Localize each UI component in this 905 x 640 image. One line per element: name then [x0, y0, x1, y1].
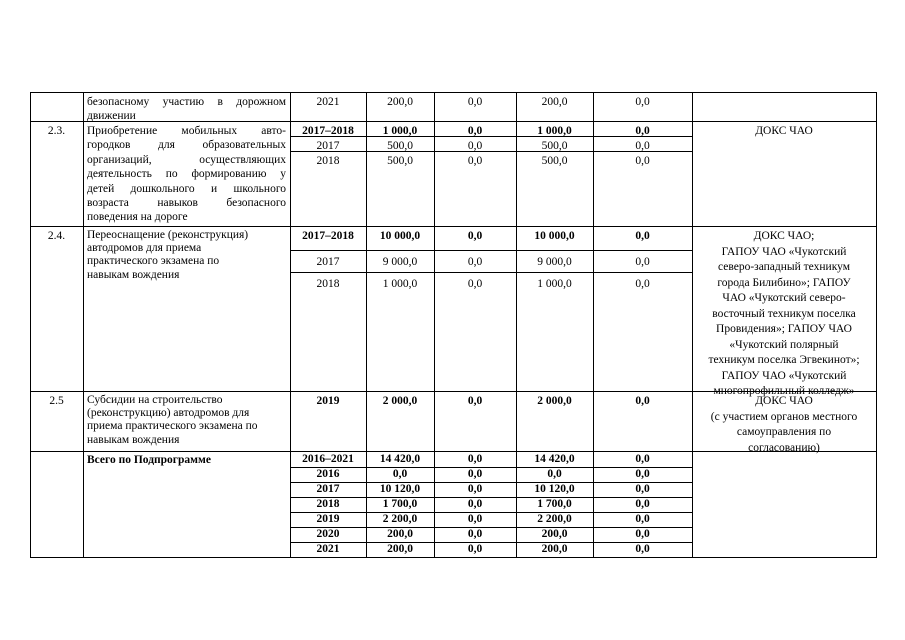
total-amount-cell: 10 120,0 [379, 483, 421, 495]
total-amount-cell: 500,0 [387, 140, 413, 152]
district-budget-cell: 10 000,0 [534, 230, 575, 242]
executor-line: (с участием органов местного [710, 410, 858, 423]
description-line: Субсидии на строительство [87, 394, 223, 406]
description-line: возраста навыков безопасного [87, 197, 286, 210]
federal-budget-cell: 0,0 [467, 498, 483, 510]
measure-description [87, 124, 286, 225]
district-budget-cell: 200,0 [541, 543, 568, 555]
federal-budget-cell: 0,0 [467, 140, 483, 152]
total-amount-cell: 0,0 [392, 468, 408, 480]
year-cell: 2021 [316, 96, 340, 108]
table-rule [30, 226, 877, 227]
federal-budget-cell: 0,0 [467, 528, 483, 540]
table-rule [692, 92, 693, 558]
measure-description [87, 394, 286, 447]
district-budget-cell: 0,0 [547, 468, 562, 480]
executor-line: многопрофильный колледж» [713, 385, 855, 397]
district-budget-cell: 9 000,0 [537, 256, 572, 268]
district-budget-cell: 14 420,0 [534, 453, 575, 465]
executor-line: ГАПОУ ЧАО «Чукотский [721, 245, 847, 258]
description-line: движении [87, 110, 136, 123]
description-line: Переоснащение (реконструкция) [87, 229, 249, 241]
row-number: 2.5 [49, 395, 64, 407]
total-amount-cell: 200,0 [387, 528, 413, 540]
federal-budget-cell: 0,0 [467, 230, 483, 242]
description-line: Всего по Подпрограмме [87, 454, 211, 466]
executor-list [694, 394, 874, 456]
table-rule [30, 557, 877, 558]
table-rule [30, 92, 877, 93]
district-budget-cell: 500,0 [541, 140, 568, 152]
description-line: приема практического экзамена по [87, 420, 258, 433]
description-line: поведения на дороге [87, 211, 188, 224]
total-amount-cell: 2 000,0 [382, 395, 418, 407]
year-cell: 2017 [316, 256, 340, 268]
local-budget-cell: 0,0 [635, 155, 650, 167]
local-budget-cell: 0,0 [635, 498, 650, 510]
district-budget-cell: 2 200,0 [537, 513, 572, 525]
description-line: автодромов для приема [87, 242, 202, 255]
total-amount-cell: 500,0 [387, 155, 413, 167]
federal-budget-cell: 0,0 [467, 125, 483, 137]
executor-line: северо-западный техникум [718, 261, 850, 273]
district-budget-cell: 1 000,0 [537, 278, 572, 290]
executor-list [694, 229, 874, 400]
executor-line: техникум поселка Эгвекинот»; [708, 354, 860, 366]
district-budget-cell: 1 000,0 [537, 125, 572, 137]
federal-budget-cell: 0,0 [467, 395, 483, 407]
local-budget-cell: 0,0 [635, 230, 650, 242]
total-amount-cell: 9 000,0 [382, 256, 418, 268]
executor-line: восточный техникум поселка [712, 307, 856, 320]
local-budget-cell: 0,0 [635, 125, 650, 137]
measure-description [87, 95, 286, 124]
year-cell: 2017–2018 [302, 230, 354, 242]
year-cell: 2017 [316, 483, 340, 495]
executor-line: ГАПОУ ЧАО «Чукотский [721, 369, 847, 382]
total-amount-cell: 1 000,0 [382, 125, 418, 137]
year-cell: 2017–2018 [302, 125, 354, 137]
district-budget-cell: 1 700,0 [537, 498, 572, 510]
year-cell: 2019 [316, 395, 340, 407]
measure-description [87, 453, 286, 467]
executor-line: ДОКС ЧАО [755, 125, 813, 137]
federal-budget-cell: 0,0 [467, 453, 483, 465]
executor-line: ДОКС ЧАО; [753, 230, 815, 242]
year-cell: 2017 [316, 140, 340, 152]
federal-budget-cell: 0,0 [467, 483, 483, 495]
description-line: Приобретение мобильных авто- [87, 125, 286, 137]
table-rule [30, 92, 31, 558]
total-amount-cell: 1 700,0 [382, 498, 418, 510]
federal-budget-cell: 0,0 [467, 256, 483, 268]
year-cell: 2018 [316, 155, 340, 167]
total-amount-cell: 10 000,0 [379, 230, 421, 242]
local-budget-cell: 0,0 [635, 453, 650, 465]
executor-line: Провидения»; ГАПОУ ЧАО [716, 323, 852, 335]
description-line: (реконструкцию) автодромов для [87, 407, 250, 420]
district-budget-cell: 200,0 [541, 96, 568, 108]
description-line: навыкам вождения [87, 433, 180, 446]
local-budget-cell: 0,0 [635, 528, 650, 540]
total-amount-cell: 1 000,0 [382, 278, 418, 290]
total-amount-cell: 200,0 [387, 96, 413, 108]
table-rule [876, 92, 877, 558]
federal-budget-cell: 0,0 [467, 543, 483, 555]
description-line: городков для образовательных [87, 139, 286, 152]
year-cell: 2019 [316, 513, 340, 525]
year-cell: 2018 [316, 498, 340, 510]
local-budget-cell: 0,0 [635, 278, 650, 290]
executor-list [694, 124, 874, 138]
local-budget-cell: 0,0 [635, 468, 650, 480]
district-budget-cell: 2 000,0 [537, 395, 572, 407]
row-number: 2.4. [47, 230, 66, 242]
district-budget-cell: 500,0 [541, 155, 568, 167]
table-rule [83, 92, 84, 558]
description-line: организаций, осуществляющих [87, 153, 286, 166]
measure-description [87, 229, 286, 282]
federal-budget-cell: 0,0 [467, 513, 483, 525]
local-budget-cell: 0,0 [635, 543, 650, 555]
description-line: детей дошкольного и школьного [87, 182, 286, 195]
local-budget-cell: 0,0 [635, 513, 650, 525]
federal-budget-cell: 0,0 [467, 468, 483, 480]
total-amount-cell: 200,0 [387, 543, 413, 555]
local-budget-cell: 0,0 [635, 96, 650, 108]
description-line: безопасному участию в дорожном [87, 96, 286, 108]
federal-budget-cell: 0,0 [467, 155, 483, 167]
federal-budget-cell: 0,0 [467, 96, 483, 108]
local-budget-cell: 0,0 [635, 256, 650, 268]
executor-line: города Билибино»; ГАПОУ [717, 276, 851, 289]
description-line: практического экзамена по [87, 255, 220, 268]
year-cell: 2016 [316, 468, 340, 480]
row-number: 2.3. [47, 125, 66, 137]
local-budget-cell: 0,0 [635, 483, 650, 495]
executor-line: ДОКС ЧАО [755, 395, 813, 407]
table-rule [290, 250, 692, 251]
table-rule [290, 272, 692, 273]
total-amount-cell: 14 420,0 [379, 453, 421, 465]
executor-line: «Чукотский полярный [729, 338, 839, 351]
year-cell: 2021 [316, 543, 340, 555]
local-budget-cell: 0,0 [635, 395, 650, 407]
executor-line: ЧАО «Чукотский северо- [722, 292, 846, 304]
total-amount-cell: 2 200,0 [382, 513, 418, 525]
description-line: деятельность по формированию у [87, 168, 286, 181]
year-cell: 2016–2021 [302, 453, 354, 465]
description-line: навыкам вождения [87, 268, 180, 281]
executor-line: самоуправления по [736, 426, 832, 438]
district-budget-cell: 200,0 [541, 528, 568, 540]
federal-budget-cell: 0,0 [467, 278, 483, 290]
district-budget-cell: 10 120,0 [534, 483, 575, 495]
executor-line: согласованию) [748, 441, 820, 454]
year-cell: 2020 [316, 528, 340, 540]
year-cell: 2018 [316, 278, 340, 290]
local-budget-cell: 0,0 [635, 140, 650, 152]
